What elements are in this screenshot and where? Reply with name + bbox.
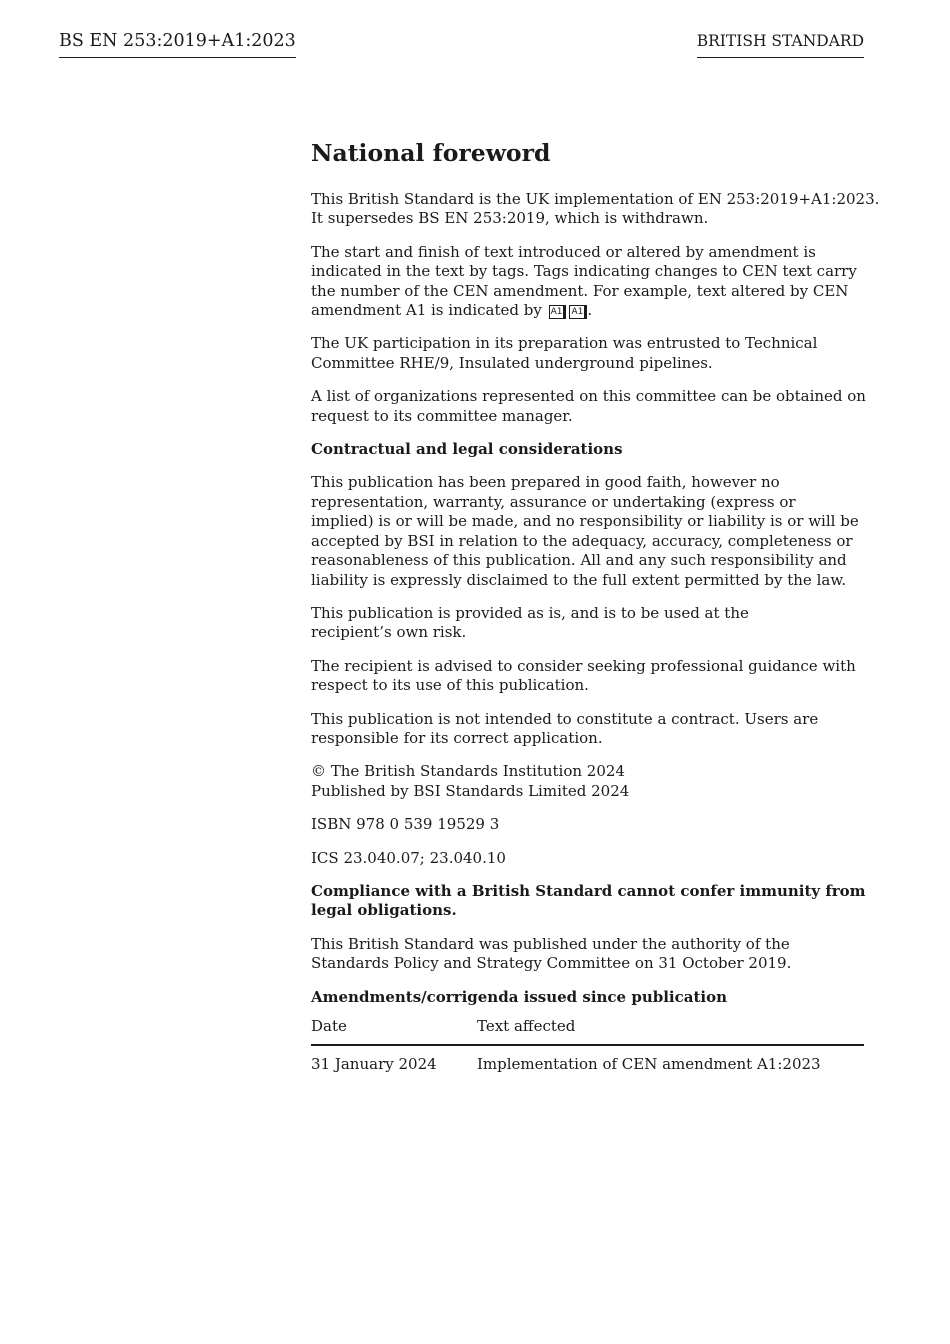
text-line: © The British Standards Institution 2024 — [311, 762, 625, 781]
text-line: This publication is not intended to constitute a contract. Users are — [311, 709, 819, 728]
as-is-paragraph — [311, 604, 867, 643]
compliance-statement — [311, 882, 867, 921]
text-line: The start and finish of text introduced or altered by amendment is — [311, 242, 816, 261]
national-foreword-section — [311, 138, 880, 1074]
text-line: This British Standard is the UK implementation of EN 253:2019+A1:2023. — [311, 190, 880, 208]
amendments-table — [311, 1017, 864, 1074]
amendment-tags-paragraph — [311, 243, 867, 321]
text-line: Published by BSI Standards Limited 2024 — [311, 781, 630, 800]
text-line: This publication has been prepared in good faith, however no — [311, 473, 780, 492]
contract-paragraph — [311, 710, 867, 749]
copyright-notice — [311, 762, 867, 801]
text-line: A list of organizations represented on this committee can be obtained on — [311, 387, 866, 406]
implementation-paragraph — [311, 190, 880, 229]
amendment-start-tag-icon: A1 — [549, 305, 567, 319]
text-line: It supersedes BS EN 253:2019, which is withdrawn. — [311, 209, 709, 228]
contractual-heading: Contractual and legal considerations — [311, 440, 623, 459]
guidance-paragraph — [311, 657, 867, 696]
text-line: responsible for its correct application. — [311, 728, 603, 747]
ics-codes: ICS 23.040.07; 23.040.10 — [311, 848, 506, 867]
isbn: ISBN 978 0 539 19529 3 — [311, 815, 500, 834]
text-line: The recipient is advised to consider seeking professional guidance with — [311, 656, 856, 675]
committee-paragraph — [311, 334, 867, 373]
good-faith-paragraph — [311, 473, 867, 589]
text-line: The UK participation in its preparation was entrusted to Technical — [311, 334, 818, 353]
amendment-end-tag-icon: A1 — [569, 305, 587, 319]
text-line: Standards Policy and Strategy Committee on 31 October 2019. — [311, 954, 792, 973]
text-line: request to its committee manager. — [311, 406, 573, 425]
authority-paragraph — [311, 935, 867, 974]
text-line: Committee RHE/9, Insulated underground pipelines. — [311, 353, 713, 372]
standard-series-label: BRITISH STANDARD — [697, 31, 864, 58]
text-line: reasonableness of this publication. All and any such responsibility and — [311, 551, 847, 570]
text-line: accepted by BSI in relation to the adequacy, accuracy, completeness or — [311, 531, 853, 550]
amendment-date: 31 January 2024 — [311, 1054, 437, 1073]
text-line: the number of the CEN amendment. For example, text altered by CEN — [311, 281, 849, 300]
column-header-text-affected: Text affected — [477, 1017, 864, 1045]
text-line: implied) is or will be made, and no responsibility or liability is or will be — [311, 512, 859, 531]
table-header-row — [311, 1017, 864, 1045]
text-line: recipient’s own risk. — [311, 623, 467, 642]
text-line: This British Standard was published under the authority of the — [311, 934, 790, 953]
document-number: BS EN 253:2019+A1:2023 — [59, 30, 296, 58]
text-line: respect to its use of this publication. — [311, 676, 589, 695]
organizations-paragraph — [311, 387, 867, 426]
column-header-date: Date — [311, 1017, 477, 1045]
text-line: legal obligations. — [311, 901, 457, 920]
table-row — [311, 1045, 864, 1074]
text-line: liability is expressly disclaimed to the full extent permitted by the law. — [311, 570, 847, 589]
text-line: representation, warranty, assurance or undertaking (express or — [311, 492, 796, 511]
text-line: Compliance with a British Standard cannot confer immunity from — [311, 881, 866, 900]
text-line: This publication is provided as is, and is to be used at the — [311, 603, 749, 622]
text-line — [311, 301, 867, 320]
text-fragment: amendment A1 is indicated by — [311, 301, 547, 320]
amendments-heading: Amendments/corrigenda issued since publication — [311, 987, 727, 1006]
amendment-text-affected: Implementation of CEN amendment A1:2023 — [477, 1054, 821, 1073]
text-fragment: . — [587, 301, 593, 320]
text-line: indicated in the text by tags. Tags indicating changes to CEN text carry — [311, 262, 857, 281]
page-title: National foreword — [311, 139, 551, 167]
